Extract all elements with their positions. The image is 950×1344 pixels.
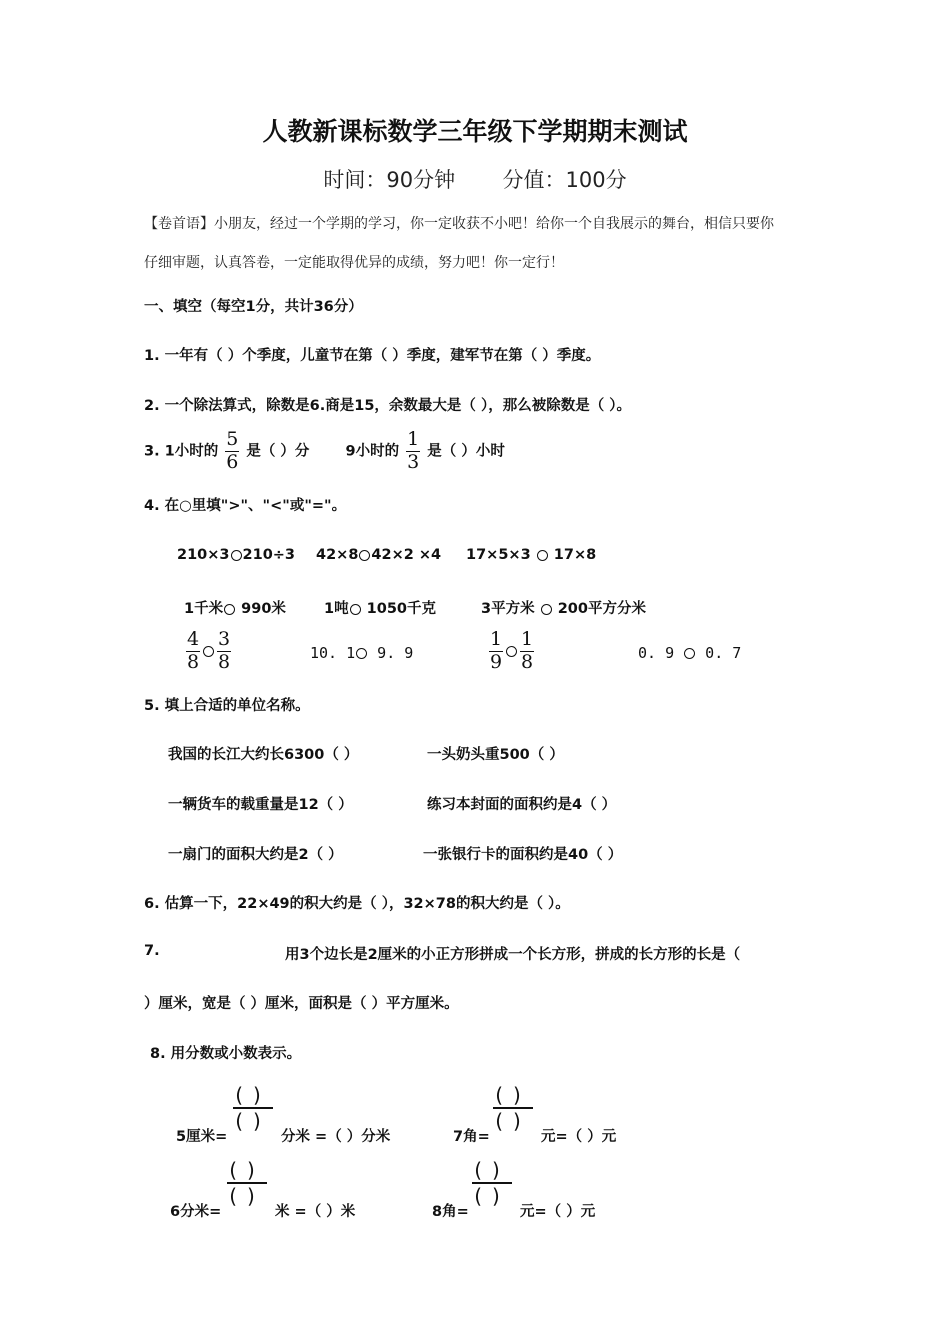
fraction-1-3: $\frac{1}{3}$: [407, 428, 420, 473]
compare-item: 210×3 210÷3: [177, 547, 296, 563]
conversion-6dm-rest: 米 =（ ）米: [275, 1204, 356, 1220]
blank-fraction: () (): [470, 1160, 514, 1206]
compare-item: 42×8 42×2 ×4: [316, 547, 442, 563]
circle-blank: [541, 604, 552, 615]
intro-line-1: 【卷首语】小朋友，经过一个学期的学习，你一定收获不小吧！给你一个自我展示的舞台，相信只要你: [144, 216, 774, 232]
conversion-5cm-label: 5厘米=: [176, 1129, 228, 1145]
conversion-6dm-label: 6分米=: [170, 1204, 222, 1220]
conversion-7jiao-rest: 元=（ ）元: [541, 1129, 617, 1145]
compare-item: 3平方米 200平方分米: [481, 601, 646, 617]
question-7-line-1: 用3个边长是2厘米的小正方形拼成一个长方形，拼成的长方形的长是（: [285, 947, 741, 963]
fraction-5-6: $\frac{5}{6}$: [226, 428, 239, 473]
question-8-prompt: 8. 用分数或小数表示。: [150, 1046, 302, 1062]
unit-item: 练习本封面的面积约是4（ ）: [427, 797, 617, 813]
circle-blank: [224, 604, 235, 615]
question-1: 1. 一年有（ ）个季度，儿童节在第（ ）季度，建军节在第（ ）季度。: [144, 348, 601, 364]
question-7-number: 7.: [144, 943, 160, 959]
circle-blank: [359, 550, 370, 561]
circle-blank: [231, 550, 242, 561]
circle-blank: [537, 550, 548, 561]
blank-fraction: () (): [225, 1160, 269, 1206]
conversion-8jiao-label: 8角=: [432, 1204, 469, 1220]
conversion-5cm-rest: 分米 =（ ）分米: [281, 1129, 391, 1145]
unit-item: 一辆货车的载重量是12（ ）: [168, 797, 353, 813]
total-score: 分值：100分: [502, 168, 627, 192]
compare-item: 1千米 990米: [184, 601, 286, 617]
question-7-line-2: ）厘米，宽是（ ）厘米，面积是（ ）平方厘米。: [144, 996, 459, 1012]
compare-fraction-4-8-3-8: $\frac{4}{8}$ $\frac{3}{8}$: [186, 628, 231, 673]
compare-decimal-10-1-9-9: 10. 1 9. 9: [310, 644, 414, 662]
circle-blank: [356, 648, 367, 659]
compare-item: 17×5×3 17×8: [466, 547, 597, 563]
unit-item: 我国的长江大约长6300（ ）: [168, 747, 359, 763]
circle-blank: [506, 646, 517, 657]
circle-blank: [203, 646, 214, 657]
unit-item: 一头奶头重500（ ）: [427, 747, 564, 763]
exam-info: [0, 164, 950, 194]
blank-fraction: () (): [231, 1085, 275, 1131]
intro-line-2: 仔细审题，认真答卷，一定能取得优异的成绩，努力吧！你一定行！: [144, 255, 564, 271]
unit-item: 一扇门的面积大约是2（ ）: [168, 847, 343, 863]
question-3: 3. 1小时的 $\frac{5}{6}$ 是（ ）分 9小时的 $\frac{1}{3}$ 是（ ）小时: [144, 428, 505, 473]
section-heading: 一、填空（每空1分，共计36分）: [144, 299, 363, 315]
question-4-prompt: 4. 在○里填">"、"<"或"="。: [144, 498, 347, 514]
compare-fraction-1-9-1-8: $\frac{1}{9}$ $\frac{1}{8}$: [489, 628, 534, 673]
circle-blank: [684, 648, 695, 659]
page-title: 人教新课标数学三年级下学期期末测试: [262, 117, 688, 146]
circle-blank: [350, 604, 361, 615]
conversion-7jiao-label: 7角=: [453, 1129, 490, 1145]
blank-fraction: () (): [491, 1085, 535, 1131]
time-limit: 时间：90分钟: [323, 168, 456, 192]
compare-decimal-0-9-0-7: 0. 9 0. 7: [638, 644, 742, 662]
question-2: 2. 一个除法算式，除数是6.商是15，余数最大是（ ），那么被除数是（ ）。: [144, 398, 632, 414]
compare-item: 1吨 1050千克: [324, 601, 436, 617]
unit-item: 一张银行卡的面积约是40（ ）: [423, 847, 623, 863]
question-6: 6. 估算一下，22×49的积大约是（ ），32×78的积大约是（ ）。: [144, 896, 570, 912]
conversion-8jiao-rest: 元=（ ）元: [520, 1204, 596, 1220]
question-5-prompt: 5. 填上合适的单位名称。: [144, 698, 310, 714]
